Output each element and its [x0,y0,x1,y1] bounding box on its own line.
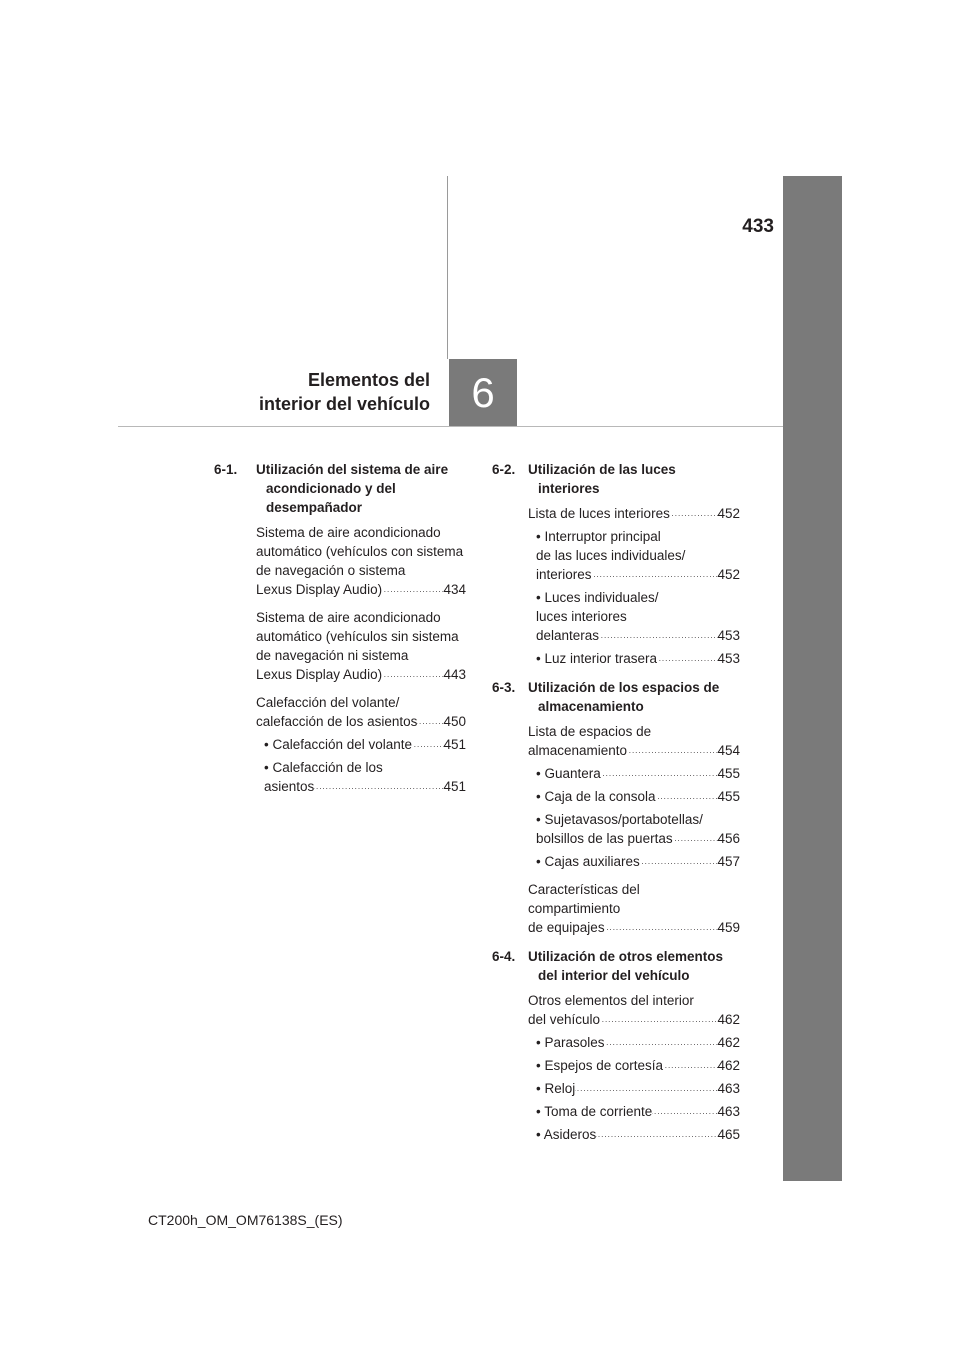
toc-subentry[interactable]: • Caja de la consola ..... 455 [528,787,740,810]
section-number: 6-2. [492,462,516,477]
page-ref: 443 [443,667,466,682]
page-number: 433 [742,216,774,237]
toc-entry[interactable]: Sistema de aire acondicionado automático (vehículos con sistema de navegación o sistema Lexus Display Audio) ..... 434 [256,523,466,603]
section-title[interactable]: Utilización de otros elementos del interior del vehículo [528,949,724,983]
page-ref: 459 [717,920,740,935]
toc-entry[interactable]: Características del compartimiento de equipajes ..... 459 [528,880,740,941]
section-number: 6-1. [214,462,238,477]
toc-subentry[interactable]: • Cajas auxiliares ..... 457 [528,852,740,875]
page-ref: 454 [717,743,740,758]
footer-document-code: CT200h_OM_OM76138S_(ES) [148,1212,343,1228]
page-ref: 453 [717,651,740,666]
page-ref: 452 [717,506,740,521]
chapter-title-line1: Elementos del [307,370,430,390]
section-title[interactable]: Utilización de las luces interiores [528,462,676,496]
page-ref: 434 [443,582,466,597]
page-ref: 462 [717,1012,740,1027]
chapter-title [160,368,430,416]
page-ref: 462 [717,1058,740,1073]
page-ref: 452 [717,567,740,582]
toc-column-left [214,460,466,800]
toc-column-right [492,460,740,1148]
page-ref: 451 [443,737,466,752]
section-title[interactable]: Utilización del sistema de aire acondicionado y del desempañador [256,462,449,515]
page-ref: 453 [717,628,740,643]
toc-entry[interactable]: Lista de luces interiores ..... 452 [528,504,740,527]
page-ref: 455 [717,789,740,804]
toc-subentry[interactable]: • Toma de corriente ..... 463 [528,1102,740,1125]
toc-subentry[interactable]: • Calefacción del volante ..... 451 [256,735,466,758]
toc-section-6-1 [214,460,466,517]
toc-entry[interactable]: Calefacción del volante/ calefacción de los asientos ..... 450 [256,693,466,735]
toc-entry[interactable]: Sistema de aire acondicionado automático (vehículos sin sistema de navegación ni sistema Lexus Display Audio) ..... 443 [256,608,466,688]
toc-subentry[interactable]: • Luz interior trasera ..... 453 [528,649,740,672]
toc-subentry[interactable]: • Reloj ..... 463 [528,1079,740,1102]
toc-subentry[interactable]: • Interruptor principal de las luces individuales/ interiores ..... 452 [528,527,740,588]
toc-subentry[interactable]: • Parasoles ..... 462 [528,1033,740,1056]
header-vertical-rule [447,176,448,359]
page-ref: 456 [717,831,740,846]
toc-subentry[interactable]: • Espejos de cortesía ..... 462 [528,1056,740,1079]
section-title[interactable]: Utilización de los espacios de almacenamiento [528,680,720,714]
chapter-title-line2: interior del vehículo [258,394,430,414]
page-ref: 450 [443,714,466,729]
page-ref: 463 [717,1104,740,1119]
section-number: 6-3. [492,680,516,695]
page-ref: 451 [443,779,466,794]
toc-subentry[interactable]: • Calefacción de los asientos ..... 451 [256,758,466,800]
toc-subentry[interactable]: • Guantera ..... 455 [528,764,740,787]
page-ref: 455 [717,766,740,781]
toc-entry[interactable]: Lista de espacios de almacenamiento ..... 454 [528,722,740,764]
toc-subentry[interactable]: • Sujetavasos/portabotellas/ bolsillos de las puertas ..... 456 [528,810,740,852]
page-ref: 457 [717,854,740,869]
section-number: 6-4. [492,949,516,964]
page-ref: 463 [717,1081,740,1096]
chapter-number-box [449,359,517,426]
chapter-sidebar-tab [783,176,842,1181]
page-ref: 465 [717,1127,740,1142]
page-ref: 462 [717,1035,740,1050]
toc-section-6-2 [492,460,740,498]
chapter-number: 6 [471,368,495,416]
toc-subentry[interactable]: • Asideros ..... 465 [528,1125,740,1148]
toc-section-6-4 [492,947,740,985]
toc-subentry[interactable]: • Luces individuales/ luces interiores delanteras ..... 453 [528,588,740,649]
header-horizontal-rule [118,426,783,427]
toc-section-6-3 [492,678,740,716]
toc-entry[interactable]: Otros elementos del interior del vehículo ..... 462 [528,991,740,1033]
